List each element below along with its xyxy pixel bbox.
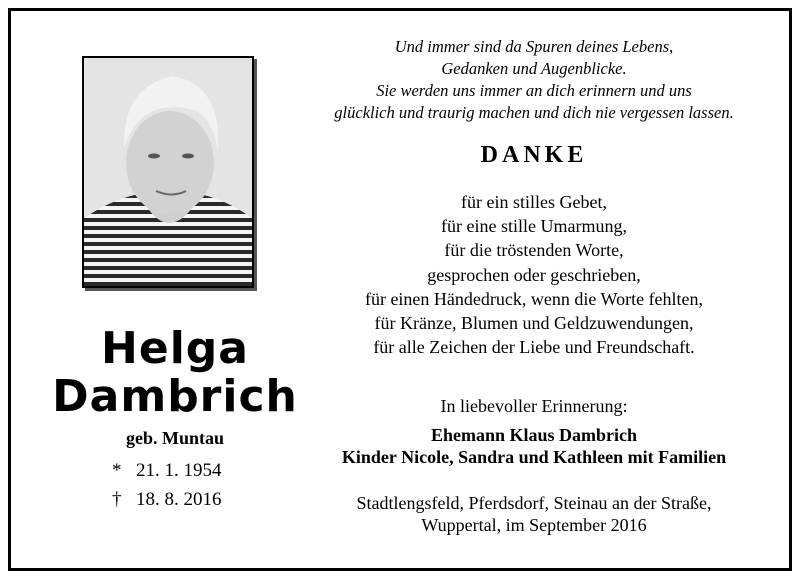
death-cross-symbol: † — [112, 489, 122, 510]
thanks-line: für eine stille Umarmung, — [441, 216, 627, 237]
poem-line: Sie werden uns immer an dich erinnern und uns — [376, 81, 692, 100]
thanks-line: für alle Zeichen der Liebe und Freundschaft. — [373, 337, 695, 358]
danke-heading: DANKE — [480, 142, 588, 168]
poem-line: glücklich und traurig machen und dich nie vergessen lassen. — [334, 103, 734, 122]
last-name: Dambrich — [52, 371, 298, 422]
thanks-line: gesprochen oder geschrieben, — [427, 264, 641, 285]
poem — [300, 36, 768, 124]
thanks-list — [300, 190, 768, 359]
places-and-date — [300, 492, 768, 536]
thanks-line: für Kränze, Blumen und Geldzuwendungen, — [374, 313, 694, 334]
death-date: 18. 8. 2016 — [136, 489, 222, 510]
death-date-line — [112, 489, 222, 511]
birth-symbol: * — [112, 460, 122, 481]
thanks-line: für die tröstenden Worte, — [444, 240, 624, 261]
family-line: Ehemann Klaus Dambrich — [430, 425, 638, 445]
thanks-line: für ein stilles Gebet, — [461, 192, 607, 212]
poem-line: Gedanken und Augenblicke. — [441, 59, 627, 78]
family-signatories — [300, 424, 768, 468]
first-name: Helga — [101, 323, 249, 374]
place-line: Stadtlengsfeld, Pferdsdorf, Steinau an der Straße, — [356, 493, 712, 513]
place-line: Wuppertal, im September 2016 — [421, 515, 647, 535]
thanks-line: für einen Händedruck, wenn die Worte fehlten, — [364, 288, 704, 309]
born-name: geb. Muntau — [125, 428, 224, 448]
portrait-photo — [82, 56, 254, 288]
birth-date: 21. 1. 1954 — [136, 460, 222, 481]
closing-intro: In liebevoller Erinnerung: — [440, 396, 628, 416]
birth-date-line — [112, 460, 222, 482]
poem-line: Und immer sind da Spuren deines Lebens, — [394, 37, 674, 56]
family-line: Kinder Nicole, Sandra und Kathleen mit Familien — [341, 447, 727, 467]
